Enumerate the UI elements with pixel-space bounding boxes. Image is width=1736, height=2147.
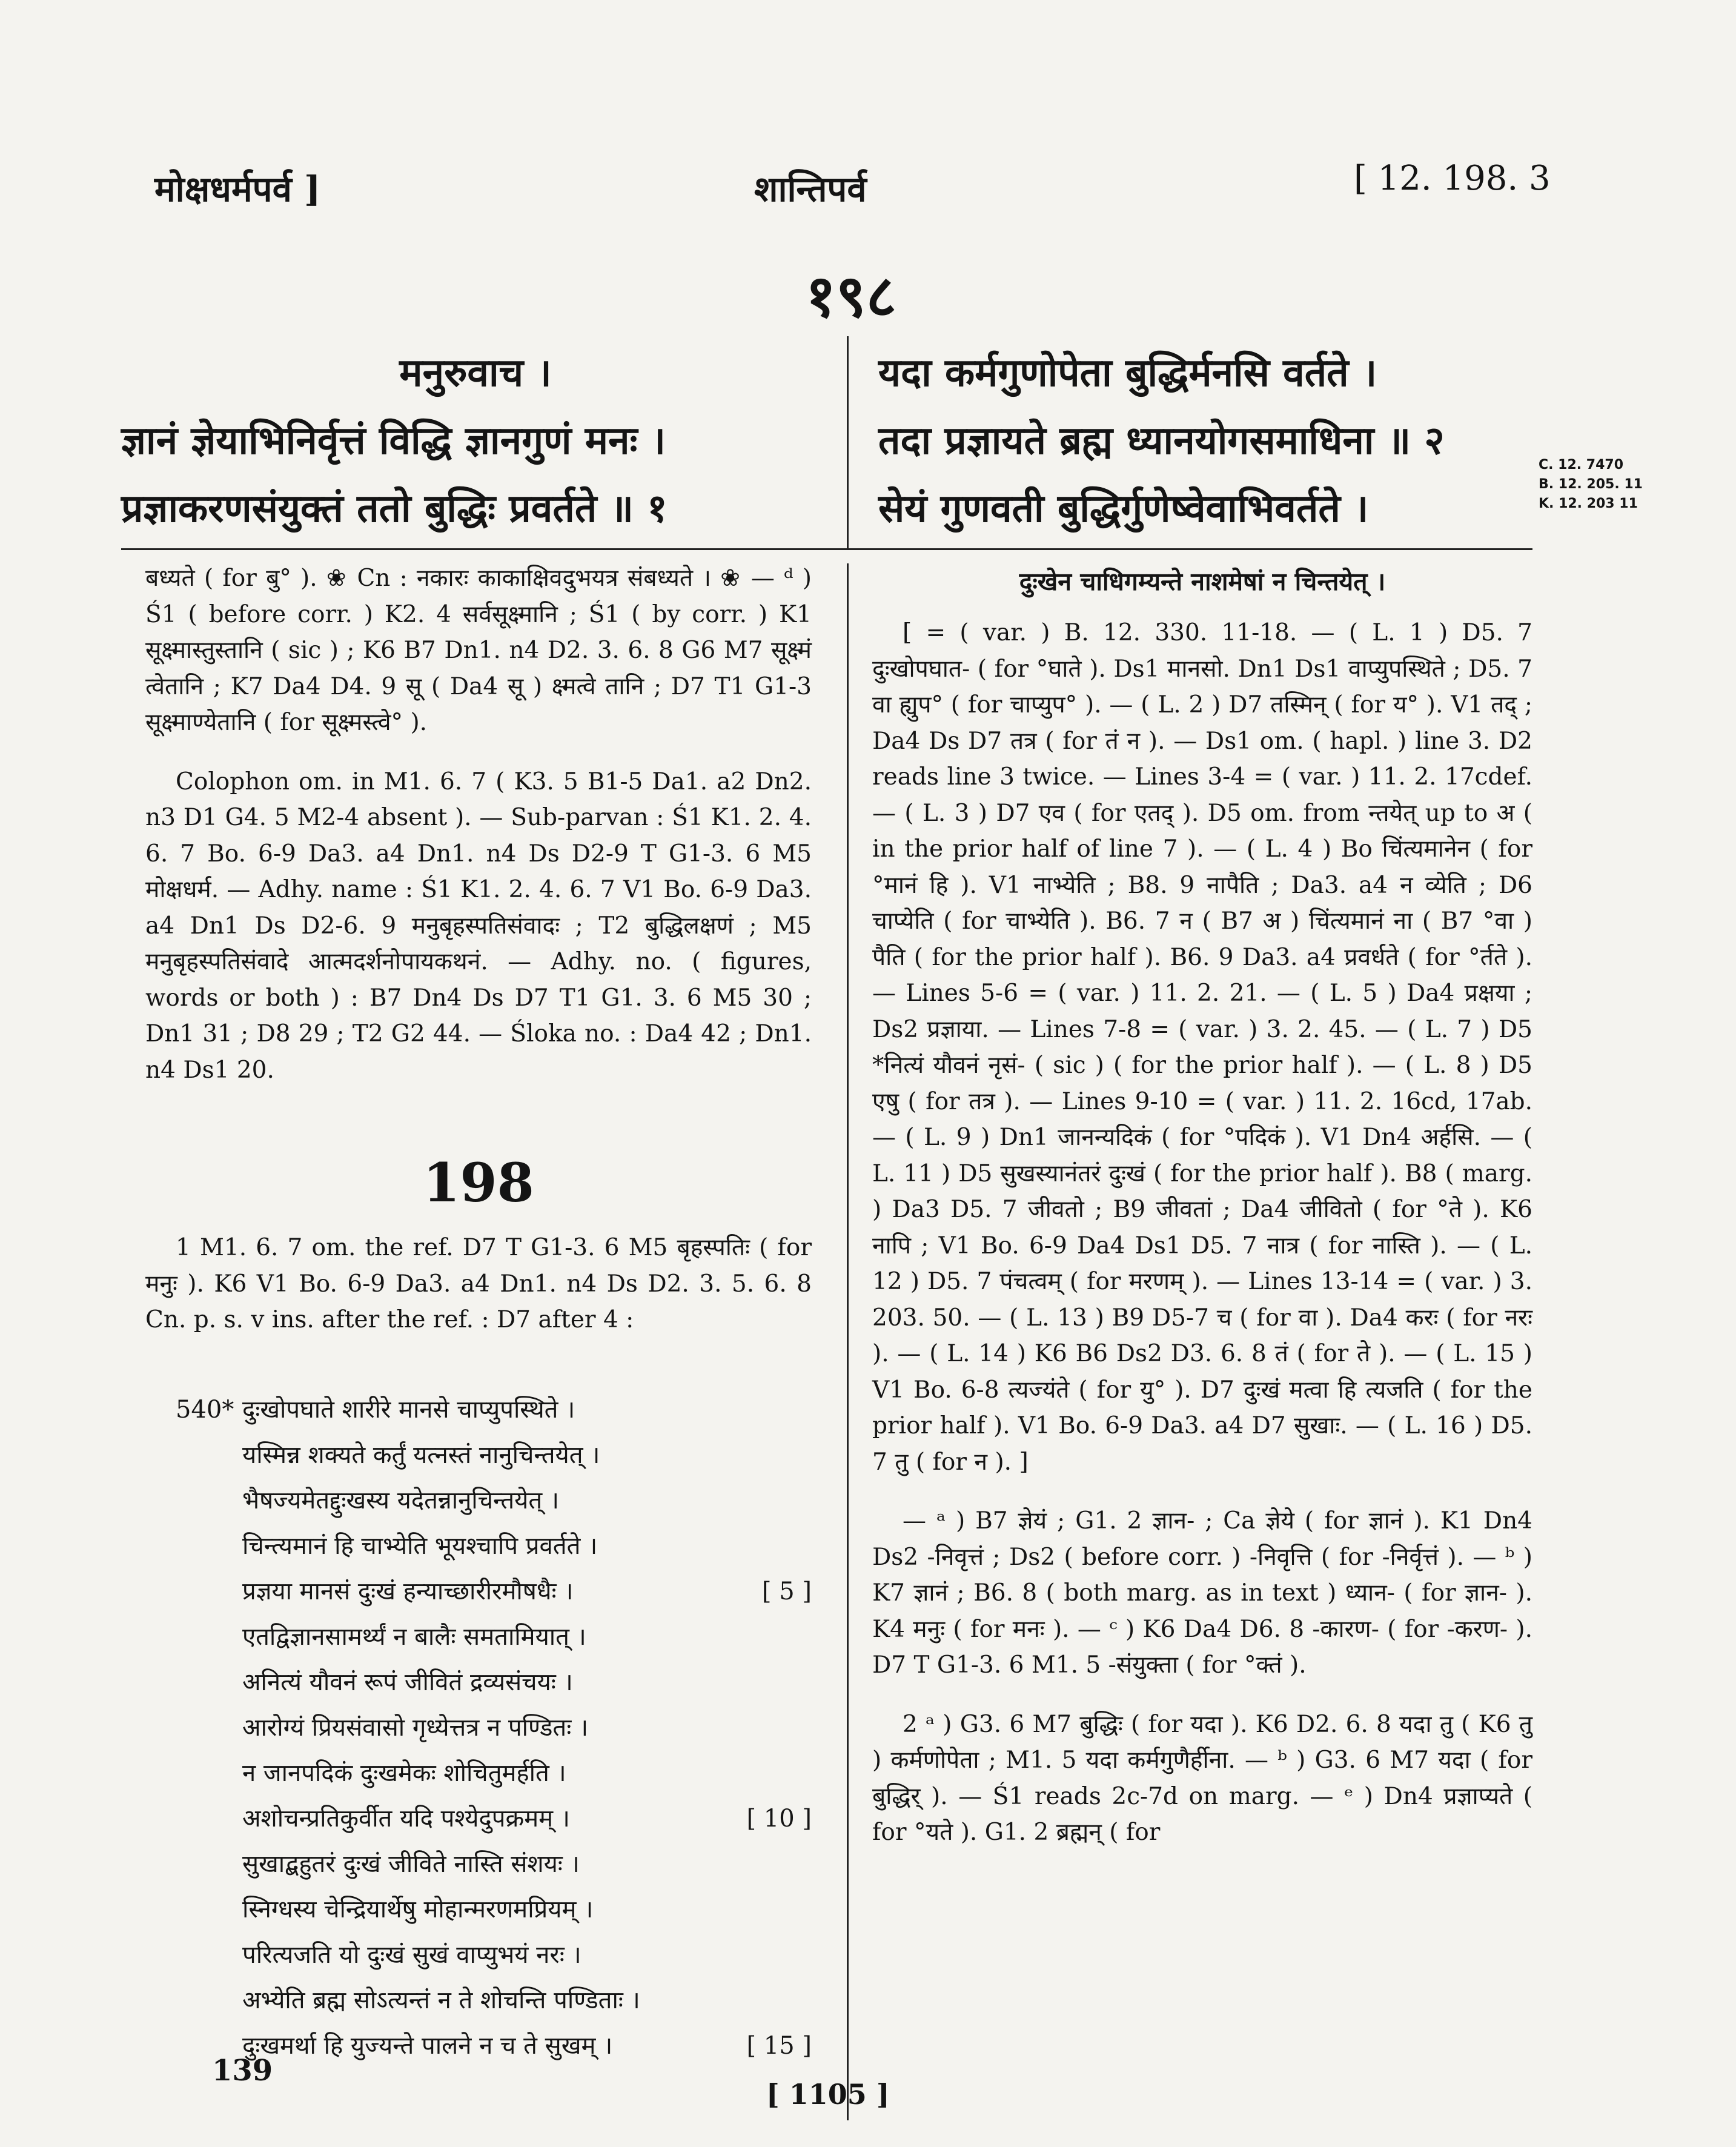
insertion-line-text: स्निग्धस्य चेन्द्रियार्थेषु मोहान्मरणमप्रियम् । [242,1896,594,1923]
note-1 [145,1230,812,1338]
notes-verse-1: — ᵃ ) B7 ज्ञेयं ; G1. 2 ज्ञान- ; Ca ज्ञेये ( for ज्ञानं ). K1 Dn4 Ds2 -निवृत्तं ; Ds2 ( before corr. ) -निवृत्ति ( for -निर्वृत्तं ). — ᵇ ) K7 ज्ञानं ; B6. 8 ( both marg. as in text ) ध्यान- ( for ज्ञान- ). K4 मनुः ( for मनः ). — ᶜ ) K6 Da4 D6. 8 -कारण- ( for -करण- ). D7 T G1-3. 6 M1. 5 -संयुक्ता ( for °क्तं ). [872,1507,1532,1679]
left-notes [145,560,812,1111]
footer-left-number: 139 [212,2054,273,2088]
header-right: [ 12. 198. 3 [1354,159,1551,198]
insertion-line [242,1614,812,1660]
insertion-lines [242,1387,812,2069]
verses-left [121,339,830,543]
insertion-line-text: दुःखमर्था हि युज्यन्ते पालने न च ते सुखम् । [242,2032,613,2060]
insertion-line-text: आरोग्यं प्रियसंवासो गृध्येत्तत्र न पण्डितः । [242,1714,589,1742]
concordance-k: K. 12. 203 11 [1539,496,1638,511]
verse-line: प्रज्ञाकरणसंयुक्तं ततो बुद्धिः प्रवर्तते ॥ १ [121,486,668,531]
insertion-line [242,1660,812,1705]
verse-line: सेयं गुणवती बुद्धिर्गुणेष्वेवाभिवर्तते । [878,486,1369,531]
adhyaya-number-devanagari: १९८ [806,262,896,330]
insertion-line-text: न जानपदिकं दुःखमेकः शोचितुमर्हति । [242,1759,566,1787]
insertion-line [242,1796,812,1842]
insertion-line-text: अनित्यं यौवनं रूपं जीवितं द्रव्यसंचयः । [242,1668,573,1696]
insertion-line [242,2023,812,2069]
header-center: शान्तिपर्व [754,168,867,210]
line-number: [ 5 ] [761,1578,812,1605]
verse-divider [847,336,849,548]
insertion-line [242,1478,812,1524]
column-divider [847,563,849,2120]
adhyaya-number-198: 198 [423,1151,534,1214]
right-column-verse: दुःखेन चाधिगम्यन्ते नाशमेषां न चिन्तयेत् । [1019,567,1386,596]
verse-bottom-rule [121,548,1532,550]
colophon-note: Colophon om. in M1. 6. 7 ( K3. 5 B1-5 Da1. a2 Dn2. n3 D1 G4. 5 M2-4 absent ). — Sub-parvan : Ś1 K1. 2. 4. 6. 7 Bo. 6-9 Da3. a4 Dn1. n4 Ds D2-9 T G1-3. 6 M5 मोक्षधर्म. — Adhy. name : Ś1 K1. 2. 4. 6. 7 V1 Bo. 6-9 Da3. a4 Dn1 Ds D2-6. 9 मनुबृहस्पतिसंवादः ; T2 बुद्धिलक्षणं ; M5 मनुबृहस्पतिसंवादे आत्मदर्शनोपायकथनं. — Adhy. no. ( figures, words or both ) : B7 Dn4 Ds D7 T1 G1. 3. 6 M5 30 ; Dn1 31 ; D8 29 ; T2 G2 44. — Śloka no. : Da4 42 ; Dn1. n4 Ds1 20. [145,768,812,1084]
note-paragraph: बध्यते ( for बु° ). ❀ Cn : नकारः काकाक्षिवदुभयत्र संबध्यते । ❀ — ᵈ ) Ś1 ( before corr. ) K2. 4 सर्वसूक्ष्मानि ; Ś1 ( by corr. ) K1 सूक्ष्मास्तुस्तानि ( sic ) ; K6 B7 Dn1. n4 D2. 3. 6. 8 G6 M7 सूक्ष्मं त्वेतानि ; K7 Da4 D4. 9 सू ( Da4 सू ) क्ष्मत्वे तानि ; D7 T1 G1-3 सूक्ष्माण्येतानि ( for सूक्ष्मस्त्वे° ). [145,565,812,736]
insertion-line [242,1569,812,1614]
insertion-line-text: प्रज्ञया मानसं दुःखं हन्याच्छारीरमौषधैः । [242,1578,574,1605]
line-number: [ 10 ] [746,1805,812,1833]
insertion-line-text: चिन्त्यमानं हि चाभ्येति भूयश्चापि प्रवर्तते । [242,1532,598,1560]
concordance-c: C. 12. 7470 [1539,457,1624,473]
insertion-line-text: दुःखोपघाते शारीरे मानसे चाप्युपस्थिते । [242,1396,575,1424]
insertion-line [242,1433,812,1478]
notes-parallel: [ = ( var. ) B. 12. 330. 11-18. — ( L. 1 ) D5. 7 दुःखोपघात- ( for °घाते ). Ds1 मानसो. Dn1 Ds1 वाप्युपस्थिते ; D5. 7 वा ह्युप° ( for चाप्युप° ). — ( L. 2 ) D7 तस्मिन् ( for य° ). V1 तद् ; Da4 Ds D7 तत्र ( for तं न ). — Ds1 om. ( hapl. ) line 3. D2 reads line 3 twice. — Lines 3-4 = ( var. ) 11. 2. 17cdef. — ( L. 3 ) D7 एव ( for एतद् ). D5 om. from न्तयेत् up to अ ( in the prior half of line 7 ). — ( L. 4 ) Bo चिंत्यमानेन ( for °मानं हि ). V1 नाभ्येति ; B8. 9 नापैति ; Da3. a4 न व्येति ; D6 चाप्येति ( for चाभ्येति ). B6. 7 न ( B7 अ ) चिंत्यमानं ना ( B7 °वा ) पैति ( for the prior half ). B6. 9 Da3. a4 प्रवर्धते ( for °र्तते ). — Lines 5-6 = ( var. ) 11. 2. 21. — ( L. 5 ) Da4 प्रक्षया ; Ds2 प्रज्ञाया. — Lines 7-8 = ( var. ) 3. 2. 45. — ( L. 7 ) D5 *नित्यं यौवनं नृसं- ( sic ) ( for the prior half ). — ( L. 8 ) D5 एषु ( for तत्र ). — Lines 9-10 = ( var. ) 11. 2. 16cd, 17ab. — ( L. 9 ) Dn1 जानन्यदिकं ( for °पदिकं ). V1 Dn4 अर्हसि. — ( L. 11 ) D5 सुखस्यानंतरं दुःखं ( for the prior half ). B8 ( marg. ) Da3 D5. 7 जीवतो ; B9 जीवतां ; Da4 जीवितो ( for °ते ). K6 नापि ; V1 Bo. 6-9 Da4 Ds1 D5. 7 नात्र ( for नास्ति ). — ( L. 12 ) D5. 7 पंचत्वम् ( for मरणम् ). — Lines 13-14 = ( var. ) 3. 203. 50. — ( L. 13 ) B9 D5-7 च ( for वा ). Da4 करः ( for नरः ). — ( L. 14 ) K6 B6 Ds2 D3. 6. 8 तं ( for ते ). — ( L. 15 ) V1 Bo. 6-8 त्यज्यंते ( for यु° ). D7 दुःखं मत्वा हि त्यजति ( for the prior half ). V1 Bo. 6-9 Da3. a4 D7 सुखाः. — ( L. 16 ) D5. 7 तु ( for न ). ] [872,619,1532,1476]
note-paragraph: 1 M1. 6. 7 om. the ref. D7 T G1-3. 6 M5 बृहस्पतिः ( for मनुः ). K6 V1 Bo. 6-9 Da3. a4 Dn1. n4 Ds D2. 3. 5. 6. 8 Cn. p. s. v ins. after the ref. : D7 after 4 : [145,1234,812,1333]
verse-line: तदा प्रज्ञायते ब्रह्म ध्यानयोगसमाधिना ॥ २ [878,418,1445,463]
insertion-line [242,1387,812,1433]
insertion-line [242,1933,812,1978]
right-notes [872,615,1532,1851]
speaker-line: मनुरुवाच । [399,350,552,396]
insertion-line-text: भैषज्यमेतद्दुःखस्य यदेतन्नानुचिन्तयेत् । [242,1487,560,1515]
insertion-line [242,1978,812,2023]
insertion-line [242,1705,812,1751]
insertion-line [242,1524,812,1569]
insertion-line [242,1751,812,1796]
insertion-line-text: एतद्विज्ञानसामर्थ्यं न बालैः समतामियात् । [242,1623,586,1651]
concordance [1539,456,1720,514]
header-left: मोक्षधर्मपर्व ] [154,168,321,210]
insertion-label: 540* [176,1396,234,1424]
verses-right [878,339,1532,543]
insertion-line [242,1887,812,1933]
concordance-b: B. 12. 205. 11 [1539,477,1643,492]
footer-page-number: [ 1105 ] [766,2078,890,2111]
insertion-line-text: यस्मिन्न शक्यते कर्तुं यत्नस्तं नानुचिन्तयेत् । [242,1441,600,1469]
line-number: [ 15 ] [746,2032,812,2060]
verse-line: ज्ञानं ज्ञेयाभिनिर्वृत्तं विद्धि ज्ञानगुणं मनः । [121,418,666,463]
insertion-line-text: अभ्येति ब्रह्म सोऽत्यन्तं न ते शोचन्ति पण्डिताः । [242,1986,640,2014]
insertion-line-text: अशोचन्प्रतिकुर्वीत यदि पश्येदुपक्रमम् । [242,1805,570,1833]
insertion-line [242,1842,812,1887]
insertion-line-text: सुखाद्बहुतरं दुःखं जीविते नास्ति संशयः । [242,1850,580,1878]
notes-verse-2: 2 ᵃ ) G3. 6 M7 बुद्धिः ( for यदा ). K6 D2. 6. 8 यदा तु ( K6 तु ) कर्मणोपेता ; M1. 5 यदा कर्मगुणैर्हीना. — ᵇ ) G3. 6 M7 यदा ( for बुद्धिर् ). — Ś1 reads 2c-7d on marg. — ᵉ ) Dn4 प्रज्ञाप्यते ( for °यते ). G1. 2 ब्रह्मन् ( for [872,1710,1532,1846]
verse-line: यदा कर्मगुणोपेता बुद्धिर्मनसि वर्तते । [878,350,1377,396]
insertion-line-text: परित्यजति यो दुःखं सुखं वाप्युभयं नरः । [242,1941,581,1969]
